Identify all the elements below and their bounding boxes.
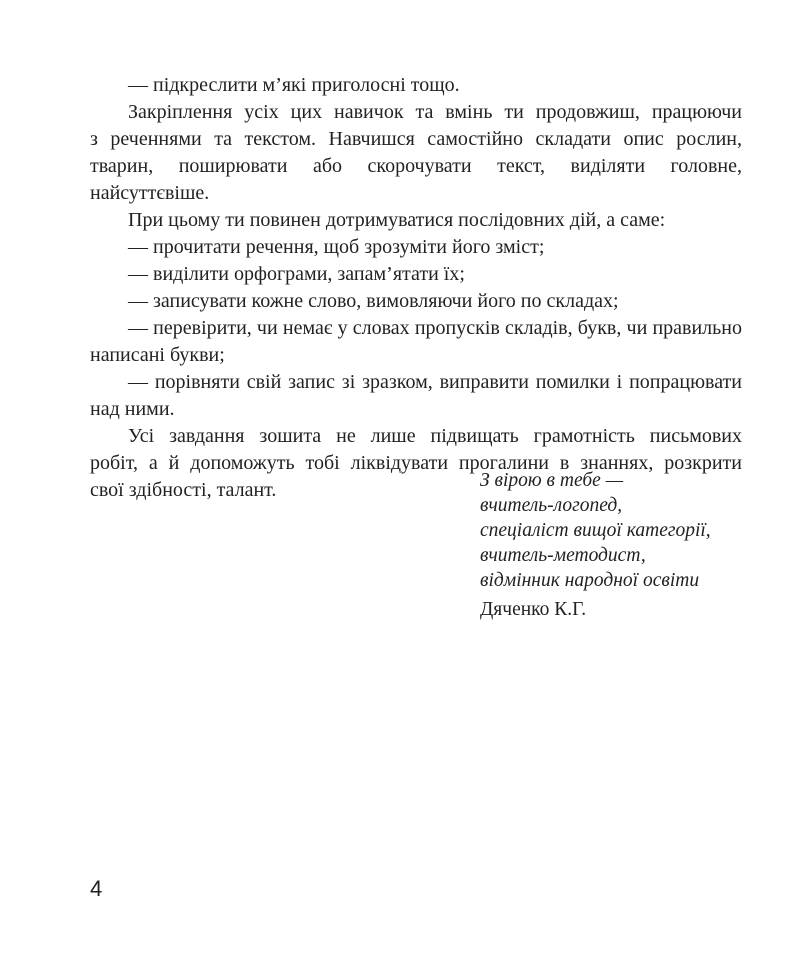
page-number: 4 [90,876,103,901]
signature-line: спеціаліст вищої категорії, [480,520,711,541]
body-line: — перевірити, чи немає у словах пропусків складів, букв, чи правильно [128,317,742,339]
body-line: найсуттєвіше. [90,182,210,204]
body-line: — прочитати речення, щоб зрозуміти його зміст; [128,236,545,258]
body-line: свої здібності, талант. [90,479,277,501]
body-line: робіт, а й допоможуть тобі ліквідувати прогалини в знаннях, розкрити [90,452,742,474]
signature-line: відмінник народної освіти [480,570,700,591]
body-line: тварин, поширювати або скорочувати текст, виділяти головне, [90,155,742,177]
body-line: Усі завдання зошита не лише підвищать грамотність письмових [128,425,742,447]
signature-block [480,468,711,622]
body-line: При цьому ти повинен дотримуватися послідовних дій, а саме: [128,209,666,231]
signature-line: вчитель-методист, [480,545,646,566]
body-line: Закріплення усіх цих навичок та вмінь ти продовжиш, працюючи [128,101,742,123]
signature-author: Дяченко К.Г. [480,599,587,620]
body-line: — записувати кожне слово, вимовляючи його по складах; [128,290,619,312]
body-line: над ними. [90,398,175,420]
signature-line: З вірою в тебе — [480,470,624,491]
body-line: — підкреслити м’які приголосні тощо. [128,74,460,96]
body-line: з реченнями та текстом. Навчишся самостійно складати опис рослин, [90,128,742,150]
signature-line: вчитель-логопед, [480,495,623,516]
body-line: написані букви; [90,344,225,366]
body-text [90,72,742,504]
body-line: — виділити орфограми, запам’ятати їх; [128,263,465,285]
body-line: — порівняти свій запис зі зразком, виправити помилки і попрацювати [128,371,742,393]
